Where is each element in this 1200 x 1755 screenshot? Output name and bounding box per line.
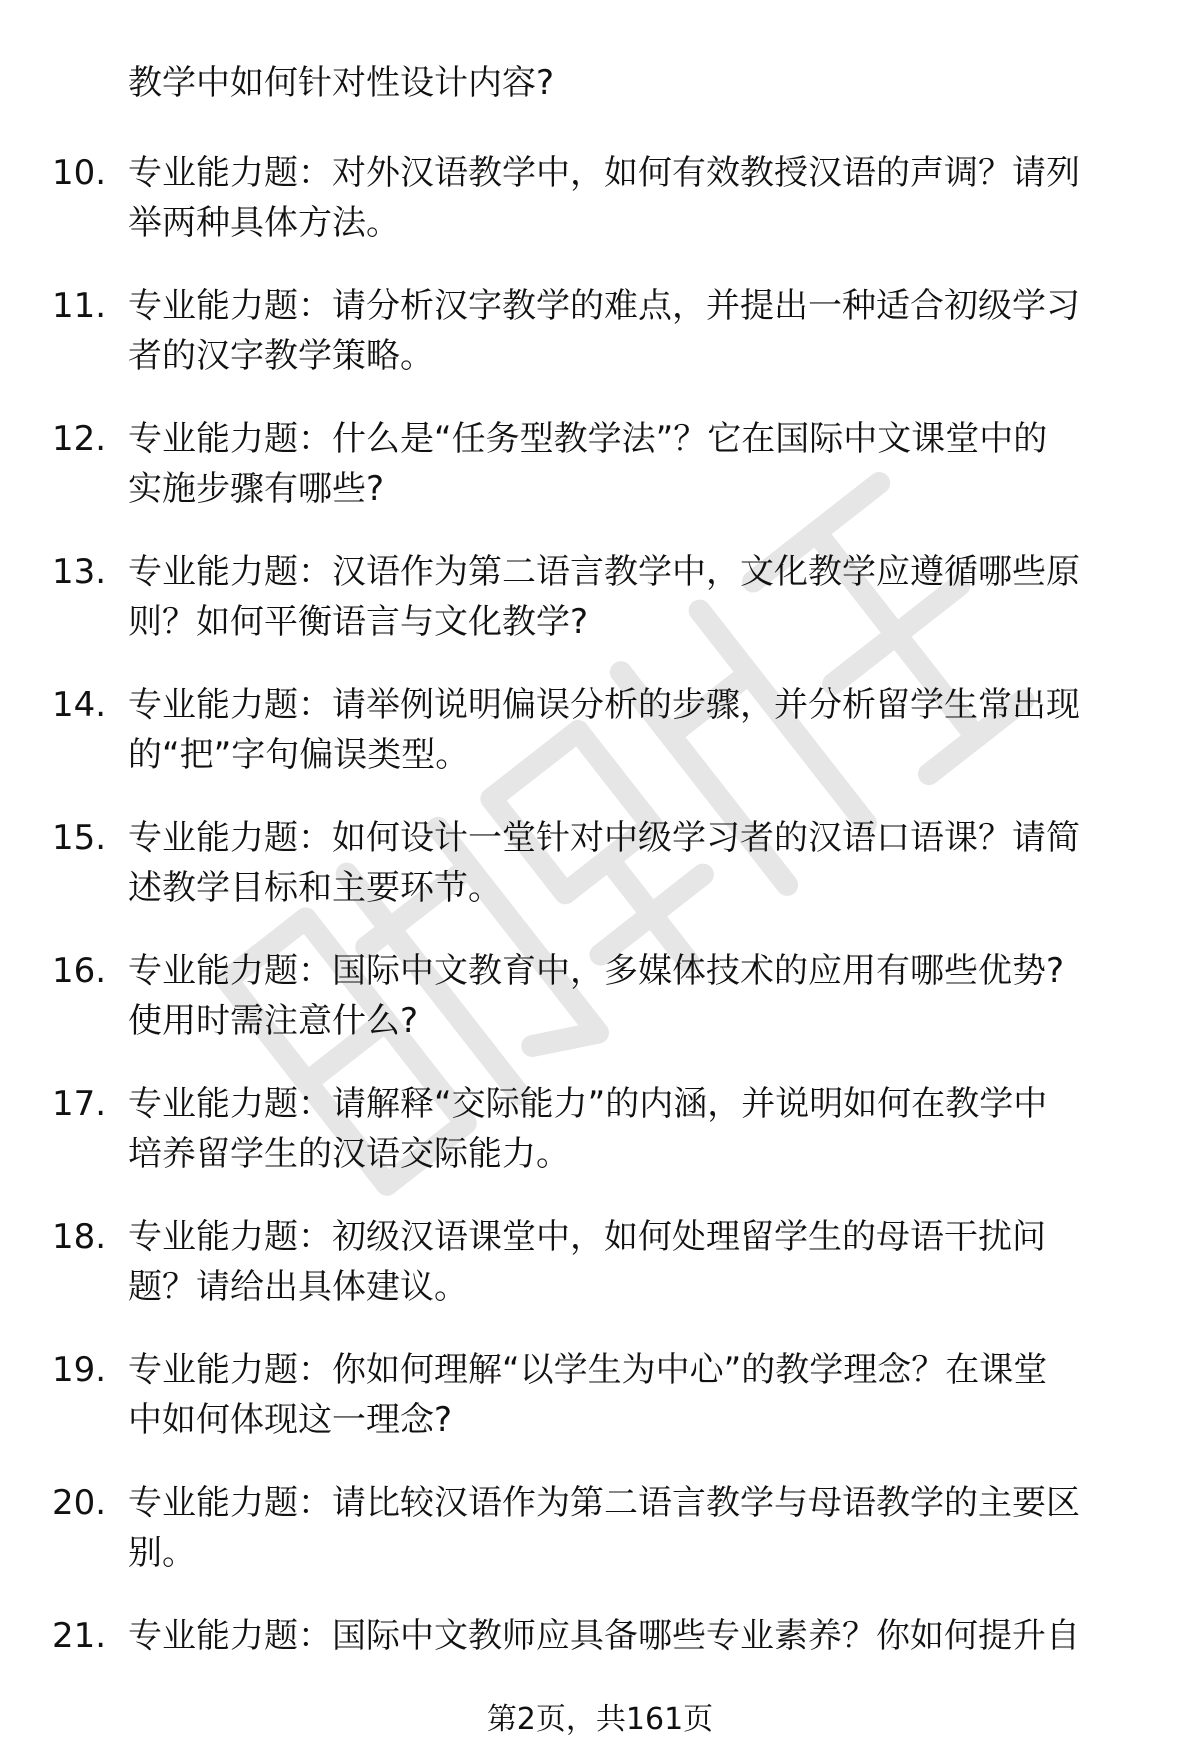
question-list: [52, 148, 1152, 1694]
question-line: 则？如何平衡语言与文化教学?: [128, 602, 589, 642]
question-line: 实施步骤有哪些?: [128, 469, 385, 509]
question-number: 12.: [52, 419, 107, 459]
question-text: [128, 1212, 1138, 1312]
question-line: 专业能力题：请比较汉语作为第二语言教学与母语教学的主要区: [128, 1483, 1080, 1523]
question-line: 题？请给出具体建议。: [128, 1267, 468, 1307]
question-text: [128, 414, 1138, 514]
question-line: 专业能力题：你如何理解“以学生为中心”的教学理念？在课堂: [128, 1350, 1048, 1390]
question-line: 培养留学生的汉语交际能力。: [128, 1134, 570, 1174]
list-item: [52, 813, 1152, 913]
list-item: [52, 1478, 1152, 1578]
question-number: 21.: [52, 1616, 107, 1656]
question-text: [128, 946, 1138, 1046]
question-number: 10.: [52, 153, 107, 193]
question-text: [128, 1079, 1138, 1179]
question-line: 专业能力题：请解释“交际能力”的内涵，并说明如何在教学中: [128, 1084, 1048, 1124]
question-number: 18.: [52, 1217, 107, 1257]
list-item: [52, 281, 1152, 381]
list-item: [52, 680, 1152, 780]
list-item: [52, 148, 1152, 248]
question-text: [128, 148, 1138, 248]
question-line: 专业能力题：请分析汉字教学的难点，并提出一种适合初级学习: [128, 286, 1080, 326]
question-line: 专业能力题：什么是“任务型教学法”？它在国际中文课堂中的: [128, 419, 1048, 459]
question-text: [128, 1478, 1138, 1578]
continuation-text: 教学中如何针对性设计内容?: [128, 63, 555, 103]
question-line: 专业能力题：国际中文教育中，多媒体技术的应用有哪些优势?: [128, 951, 1065, 991]
question-number: 19.: [52, 1350, 107, 1390]
list-item: [52, 414, 1152, 514]
question-line: 使用时需注意什么?: [128, 1001, 419, 1041]
question-number: 17.: [52, 1084, 107, 1124]
question-line: 专业能力题：如何设计一堂针对中级学习者的汉语口语课？请简: [128, 818, 1080, 858]
page-footer: 第2页，共161页: [486, 1702, 714, 1737]
list-item: [52, 1611, 1152, 1661]
question-line: 中如何体现这一理念?: [128, 1400, 453, 1440]
question-text: [128, 1611, 1138, 1661]
question-line: 专业能力题：初级汉语课堂中，如何处理留学生的母语干扰问: [128, 1217, 1046, 1257]
question-number: 11.: [52, 286, 107, 326]
question-text: [128, 1345, 1138, 1445]
question-line: 专业能力题：对外汉语教学中，如何有效教授汉语的声调？请列: [128, 153, 1080, 193]
question-line: 专业能力题：请举例说明偏误分析的步骤，并分析留学生常出现: [128, 685, 1080, 725]
list-item: [52, 1345, 1152, 1445]
question-text: [128, 680, 1138, 780]
question-line: 专业能力题：国际中文教师应具备哪些专业素养？你如何提升自: [128, 1616, 1080, 1656]
list-item: [52, 1212, 1152, 1312]
question-line: 别。: [128, 1533, 196, 1573]
question-number: 15.: [52, 818, 107, 858]
list-item: [52, 1079, 1152, 1179]
question-line: 专业能力题：汉语作为第二语言教学中，文化教学应遵循哪些原: [128, 552, 1080, 592]
question-line: 的“把”字句偏误类型。: [128, 735, 470, 775]
list-item: [52, 946, 1152, 1046]
question-number: 20.: [52, 1483, 107, 1523]
list-item: [52, 547, 1152, 647]
question-number: 16.: [52, 951, 107, 991]
question-number: 13.: [52, 552, 107, 592]
question-number: 14.: [52, 685, 107, 725]
question-line: 者的汉字教学策略。: [128, 336, 434, 376]
question-text: [128, 281, 1138, 381]
question-line: 述教学目标和主要环节。: [128, 868, 502, 908]
question-line: 举两种具体方法。: [128, 203, 400, 243]
question-text: [128, 547, 1138, 647]
question-text: [128, 813, 1138, 913]
